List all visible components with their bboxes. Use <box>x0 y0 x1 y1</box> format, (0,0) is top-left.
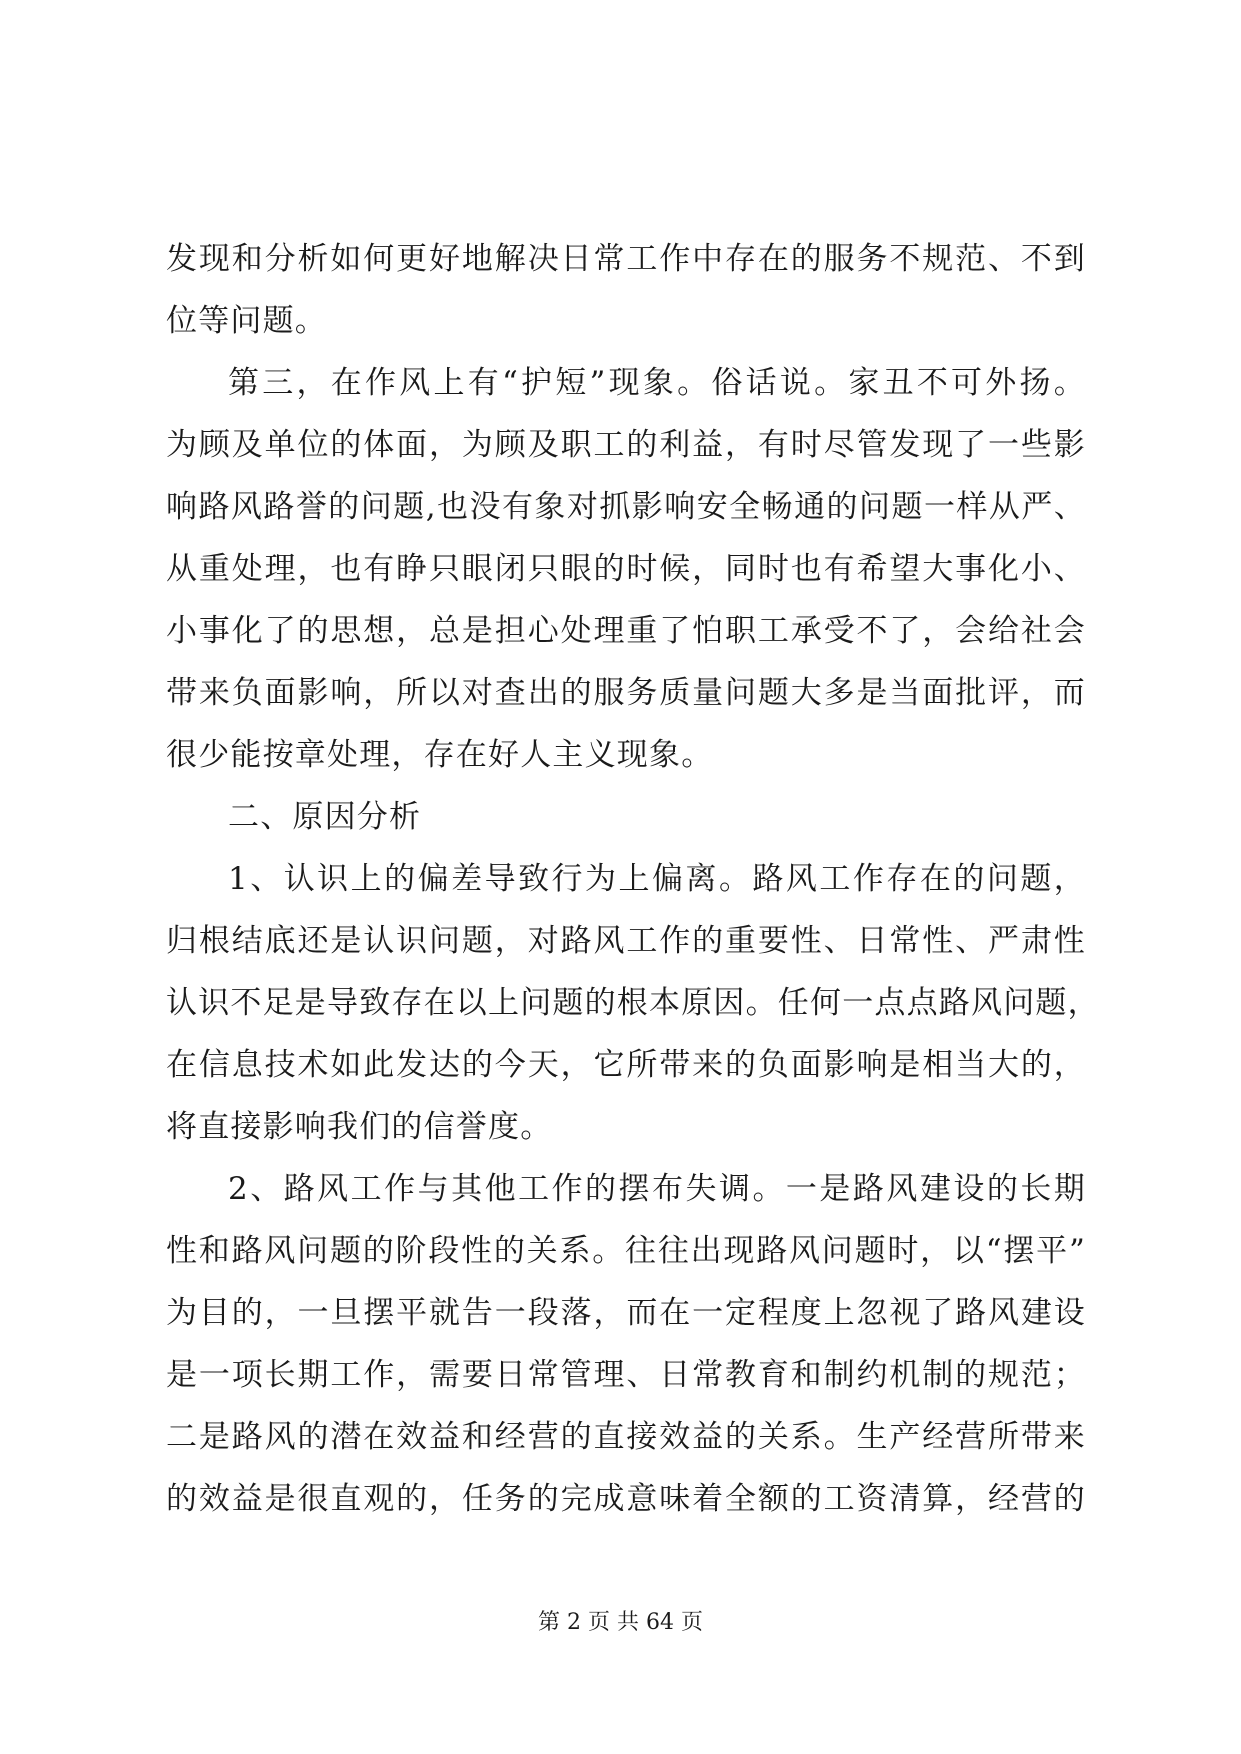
text-line: 将直接影响我们的信誉度。 <box>166 1109 553 1145</box>
text-line: 二是路风的潜在效益和经营的直接效益的关系。生产经营所带来 <box>166 1419 1086 1455</box>
text-line: 带来负面影响，所以对查出的服务质量问题大多是当面批评，而 <box>166 675 1086 711</box>
text-line: 从重处理，也有睁只眼闭只眼的时候，同时也有希望大事化小、 <box>166 551 1086 587</box>
text-line: 1、认识上的偏差导致行为上偏离。路风工作存在的问题， <box>228 861 1086 897</box>
text-line: 响路风路誉的问题,也没有象对抓影响安全畅通的问题一样从严、 <box>166 489 1086 525</box>
text-line: 认识不足是导致存在以上问题的根本原因。任何一点点路风问题， <box>166 985 1100 1021</box>
text-line: 的效益是很直观的，任务的完成意味着全额的工资清算，经营的 <box>166 1481 1086 1517</box>
page-footer: 第 2 页 共 64 页 <box>538 1610 703 1635</box>
text-line: 位等问题。 <box>166 303 327 339</box>
text-line: 第三，在作风上有“护短”现象。俗话说。家丑不可外扬。 <box>228 365 1086 401</box>
text-line: 在信息技术如此发达的今天，它所带来的负面影响是相当大的， <box>166 1047 1086 1083</box>
text-line: 为目的，一旦摆平就告一段落，而在一定程度上忽视了路风建设 <box>166 1295 1086 1331</box>
text-line: 很少能按章处理，存在好人主义现象。 <box>166 737 714 773</box>
text-line: 为顾及单位的体面，为顾及职工的利益，有时尽管发现了一些影 <box>166 427 1086 463</box>
text-line: 二、原因分析 <box>228 799 422 835</box>
text-line: 小事化了的思想，总是担心处理重了怕职工承受不了，会给社会 <box>166 613 1086 649</box>
text-line: 性和路风问题的阶段性的关系。往往出现路风问题时，以“摆平” <box>166 1233 1086 1269</box>
text-line: 2、路风工作与其他工作的摆布失调。一是路风建设的长期 <box>228 1171 1086 1207</box>
text-line: 归根结底还是认识问题，对路风工作的重要性、日常性、严肃性 <box>166 923 1086 959</box>
body-text <box>166 228 1100 1530</box>
text-line: 是一项长期工作，需要日常管理、日常教育和制约机制的规范； <box>166 1357 1086 1393</box>
text-line: 发现和分析如何更好地解决日常工作中存在的服务不规范、不到 <box>166 241 1086 277</box>
